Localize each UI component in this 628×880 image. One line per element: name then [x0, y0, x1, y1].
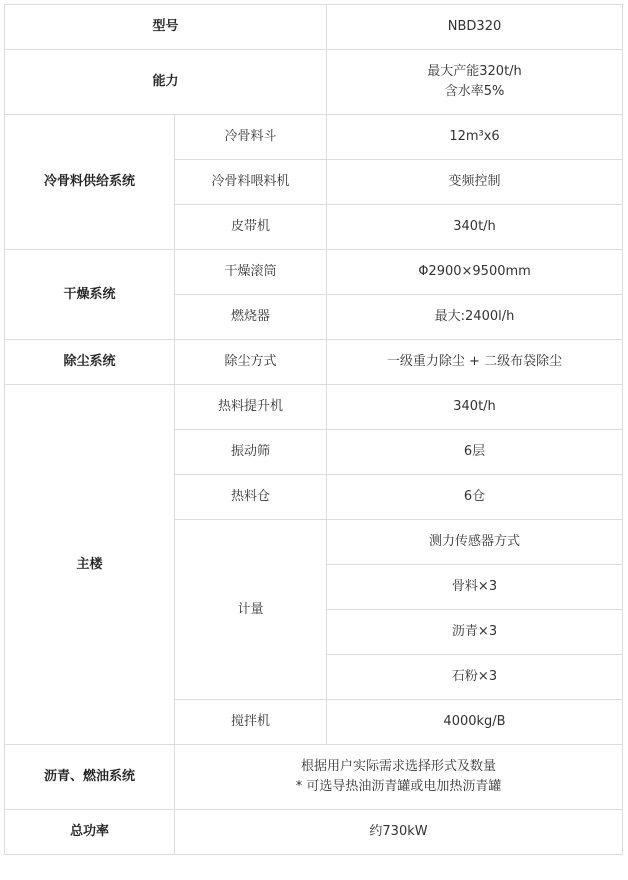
row-dust [5, 340, 623, 385]
dust-label: 除尘系统 [5, 340, 175, 385]
drying-value: 最大:2400l/h [327, 295, 623, 340]
spec-table [4, 4, 623, 855]
cold-feed-item: 冷骨料斗 [175, 115, 327, 160]
capacity-label: 能力 [5, 50, 327, 115]
main-building-item: 振动筛 [175, 430, 327, 475]
row-drying [5, 250, 623, 295]
capacity-line: 含水率5% [444, 84, 505, 99]
drying-item: 干燥滚筒 [175, 250, 327, 295]
main-building-value: 6层 [327, 430, 623, 475]
drying-value: Φ2900×9500mm [327, 250, 623, 295]
model-value: NBD320 [327, 5, 623, 50]
power-value: 约730kW [175, 810, 623, 855]
dust-value: 一级重力除尘 + 二级布袋除尘 [327, 340, 623, 385]
metering-value: 沥青×3 [327, 610, 623, 655]
dust-item: 除尘方式 [175, 340, 327, 385]
main-building-value: 6仓 [327, 475, 623, 520]
cold-feed-value: 12m³x6 [327, 115, 623, 160]
metering-value: 石粉×3 [327, 655, 623, 700]
row-capacity [5, 50, 623, 115]
power-label: 总功率 [5, 810, 175, 855]
metering-item: 计量 [175, 520, 327, 700]
main-building-item: 热料提升机 [175, 385, 327, 430]
capacity-value [327, 50, 623, 115]
main-building-value: 340t/h [327, 385, 623, 430]
drying-label: 干燥系统 [5, 250, 175, 340]
drying-item: 燃烧器 [175, 295, 327, 340]
cold-feed-value: 变频控制 [327, 160, 623, 205]
metering-value: 骨料×3 [327, 565, 623, 610]
main-building-item: 热料仓 [175, 475, 327, 520]
row-power [5, 810, 623, 855]
capacity-line: 最大产能320t/h [427, 64, 522, 79]
cold-feed-item: 皮带机 [175, 205, 327, 250]
metering-value: 测力传感器方式 [327, 520, 623, 565]
cold-feed-item: 冷骨料喂料机 [175, 160, 327, 205]
mixer-value: 4000kg/B [327, 700, 623, 745]
model-label: 型号 [5, 5, 327, 50]
asphalt-fuel-line: 根据用户实际需求选择形式及数量 [301, 759, 497, 774]
asphalt-fuel-label: 沥青、燃油系统 [5, 745, 175, 810]
main-building-label: 主楼 [5, 385, 175, 745]
row-cold-feed [5, 115, 623, 160]
asphalt-fuel-value [175, 745, 623, 810]
asphalt-fuel-line: * 可选导热油沥青罐或电加热沥青罐 [295, 779, 502, 794]
cold-feed-value: 340t/h [327, 205, 623, 250]
row-asphalt-fuel [5, 745, 623, 810]
row-model [5, 5, 623, 50]
mixer-item: 搅拌机 [175, 700, 327, 745]
row-main-building [5, 385, 623, 430]
cold-feed-label: 冷骨料供给系统 [5, 115, 175, 250]
